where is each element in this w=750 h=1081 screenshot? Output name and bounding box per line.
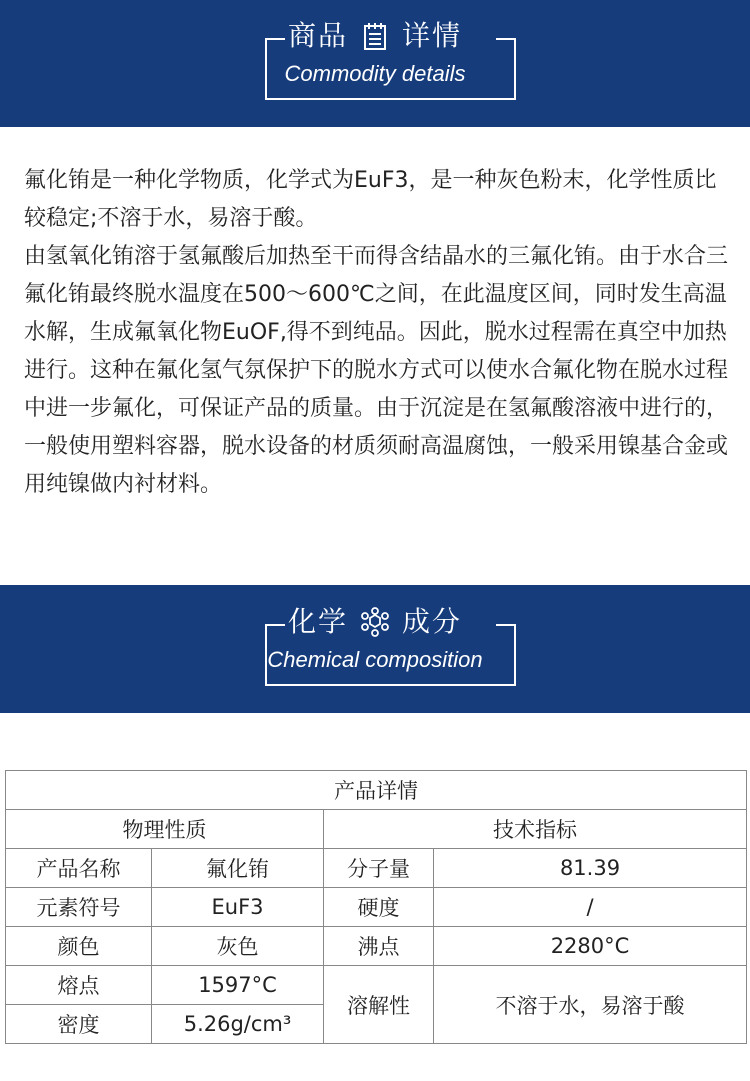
- spec-key: 分子量: [324, 849, 434, 888]
- property-value: 氟化铕: [152, 849, 324, 888]
- table-caption-row: [6, 771, 747, 810]
- header-technical-specs: 技术指标: [324, 810, 747, 849]
- section-title-right: 成分: [402, 605, 463, 638]
- spec-key: 硬度: [324, 888, 434, 927]
- section-title: [0, 18, 750, 54]
- spec-value: /: [434, 888, 747, 927]
- chemical-composition-banner: [0, 585, 750, 713]
- spec-key: 溶解性: [324, 966, 434, 1044]
- section-title-left: 商品: [287, 19, 348, 52]
- property-value: EuF3: [152, 888, 324, 927]
- property-key: 颜色: [6, 927, 152, 966]
- property-value: 1597°C: [152, 966, 324, 1005]
- molecule-icon: [360, 607, 390, 637]
- table-caption: 产品详情: [6, 771, 747, 810]
- table-row: [6, 927, 747, 966]
- section-title-right: 详情: [402, 19, 463, 52]
- spec-value: 81.39: [434, 849, 747, 888]
- section-title-left: 化学: [287, 605, 348, 638]
- property-key: 密度: [6, 1005, 152, 1044]
- spec-value: 2280°C: [434, 927, 747, 966]
- section-subtitle: Chemical composition: [267, 647, 483, 672]
- table-header-row: [6, 810, 747, 849]
- product-description: [24, 162, 728, 504]
- property-value: 5.26g/cm³: [152, 1005, 324, 1044]
- description-paragraph: 由氢氧化铕溶于氢氟酸后加热至干而得含结晶水的三氟化铕。由于水合三氟化铕最终脱水温度在500～600℃之间，在此温度区间，同时发生高温水解，生成氟氧化物EuOF,得不到纯品。因此，脱水过程需在真空中加热进行。这种在氟化氢气氛保护下的脱水方式可以使水合氟化物在脱水过程中进一步氟化，可保证产品的质量。由于沉淀是在氢氟酸溶液中进行的，一般使用塑料容器，脱水设备的材质须耐高温腐蚀，一般采用镍基合金或用纯镍做内衬材料。: [24, 244, 729, 497]
- property-key: 元素符号: [6, 888, 152, 927]
- notepad-icon: [360, 21, 390, 51]
- table-row: [6, 966, 747, 1005]
- property-key: 熔点: [6, 966, 152, 1005]
- section-subtitle: Commodity details: [284, 61, 466, 86]
- spec-table: [5, 770, 747, 1044]
- table-row: [6, 849, 747, 888]
- table-row: [6, 888, 747, 927]
- section-title: [0, 604, 750, 640]
- property-key: 产品名称: [6, 849, 152, 888]
- spec-key: 沸点: [324, 927, 434, 966]
- header-physical-properties: 物理性质: [6, 810, 324, 849]
- property-value: 灰色: [152, 927, 324, 966]
- description-paragraph: 氟化铕是一种化学物质，化学式为EuF3，是一种灰色粉末，化学性质比较稳定;不溶于水，易溶于酸。: [24, 168, 717, 231]
- spec-value: 不溶于水，易溶于酸: [434, 966, 747, 1044]
- commodity-details-banner: [0, 0, 750, 127]
